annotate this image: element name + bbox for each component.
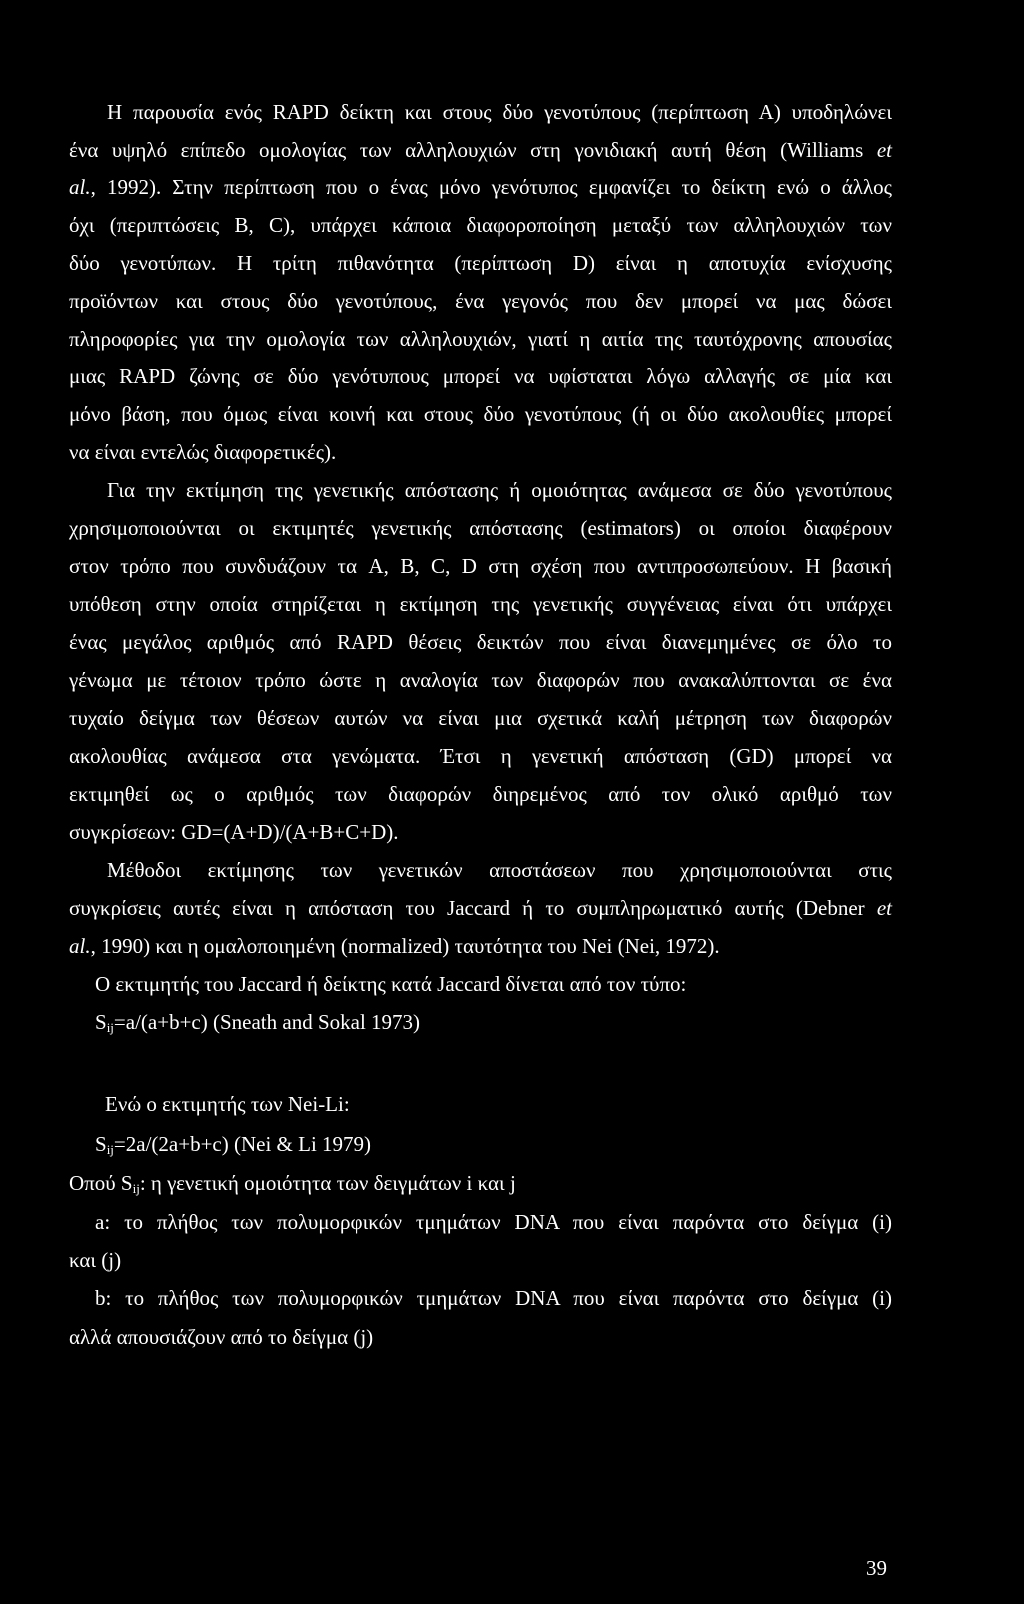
p2-line-7: τυχαίο δείγμα των θέσεων αυτών να είναι μια σχετικά καλή μέτρηση των διαφορών	[69, 706, 892, 730]
p1-line-1: Η παρουσία ενός RAPD δείκτη και στους δύο γενοτύπους (περίπτωση Α) υποδηλώνει	[107, 100, 892, 124]
p1-line-10: να είναι εντελώς διαφορετικές).	[69, 440, 337, 464]
p2-line-1: Για την εκτίμηση της γενετικής απόστασης ή ομοιότητας ανάμεσα σε δύο γενοτύπους	[107, 478, 892, 502]
p2-line-3: στον τρόπο που συνδυάζουν τα A, B, C, D στη σχέση που αντιπροσωπεύουν. Η βασική	[69, 554, 892, 578]
p1-line-6: προϊόντων και στους δύο γενοτύπους, ένα γεγονός που δεν μπορεί να μας δώσει	[69, 289, 892, 313]
nei-li-formula: $S_{ij}=2a/(2a+b+c)$ (Nei & Li 1979)	[95, 1132, 372, 1157]
p3-line-2: συγκρίσεις αυτές είναι η απόσταση του Jaccard ή το συμπληρωματικό αυτής (Debner et	[69, 896, 892, 920]
p1-line-9: μόνο βάση, που όμως είναι κοινή και στους δύο γενοτύπους (ή οι δύο ακολουθίες μπορεί	[69, 402, 892, 426]
p1-line-7: πληροφορίες για την ομολογία των αλληλουχιών, γιατί η αιτία της ταυτόχρονης απουσίας	[69, 327, 892, 351]
a-definition-line-2: και (j)	[69, 1248, 122, 1272]
p2-line-9: εκτιμηθεί ως ο αριθμός των διαφορών διηρεμένος από τον ολικό αριθμό των	[69, 782, 892, 806]
p2-line-2: χρησιμοποιούνται οι εκτιμητές γενετικής απόστασης (estimators) οι οποίοι διαφέρουν	[69, 516, 892, 540]
p2-line-4: υπόθεση στην οποία στηρίζεται η εκτίμηση της γενετικής συγγένειας είναι ότι υπάρχει	[69, 592, 892, 616]
p1-line-4: όχι (περιπτώσεις Β, C), υπάρχει κάποια διαφοροποίηση μεταξύ των αλληλουχιών των	[69, 213, 892, 237]
page-number: 39	[866, 1556, 887, 1580]
p1-line-3: al., 1992). Στην περίπτωση που ο ένας μόνο γενότυπος εμφανίζει το δείκτη ενώ ο άλλος	[69, 175, 892, 199]
p1-line-2: ένα υψηλό επίπεδο ομολογίας των αλληλουχιών στη γονιδιακή αυτή θέση (Williams et	[69, 138, 892, 162]
p2-line-6: γένωμα με τέτοιον τρόπο ώστε η αναλογία των διαφορών που ανακαλύπτονται σε ένα	[69, 668, 892, 692]
p1-line-8: μιας RAPD ζώνης σε δύο γενότυπους μπορεί να υφίσταται λόγω αλλαγής σε μία και	[69, 364, 892, 388]
a-definition-line-1: a: το πλήθος των πολυμορφικών τμημάτων DNA που είναι παρόντα στο δείγμα (i)	[95, 1210, 892, 1234]
p3-line-1: Μέθοδοι εκτίμησης των γενετικών αποστάσεων που χρησιμοποιούνται στις	[107, 858, 892, 882]
p3-line-3: al., 1990) και η ομαλοποιημένη (normalized) ταυτότητα του Nei (Nei, 1972).	[69, 934, 720, 958]
jaccard-formula: $S_{ij}=a/(a+b+c)$ (Sneath and Sokal 1973)	[95, 1010, 421, 1035]
sij-definition: Οπού $S_{ij}$: η γενετική ομοιότητα των δειγμάτων i και j	[69, 1171, 516, 1196]
p1-line-5: δύο γενοτύπων. Η τρίτη πιθανότητα (περίπτωση D) είναι η αποτυχία ενίσχυσης	[69, 251, 892, 275]
b-definition-line-2: αλλά απουσιάζουν από το δείγμα (j)	[69, 1325, 374, 1349]
nei-li-intro: Ενώ ο εκτιμητής των Nei-Li:	[105, 1092, 350, 1116]
p2-line-5: ένας μεγάλος αριθμός από RAPD θέσεις δεικτών που είναι διανεμημένες σε όλο το	[69, 630, 892, 654]
jaccard-intro: Ο εκτιμητής του Jaccard ή δείκτης κατά Jaccard δίνεται από τον τύπο:	[95, 972, 687, 996]
p2-line-10: συγκρίσεων: GD=(A+D)/(A+B+C+D).	[69, 820, 399, 844]
p2-line-8: ακολουθίας ανάμεσα στα γενώματα. Έτσι η γενετική απόσταση (GD) μπορεί να	[69, 744, 892, 768]
b-definition-line-1: b: το πλήθος των πολυμορφικών τμημάτων DNA που είναι παρόντα στο δείγμα (i)	[95, 1286, 892, 1310]
